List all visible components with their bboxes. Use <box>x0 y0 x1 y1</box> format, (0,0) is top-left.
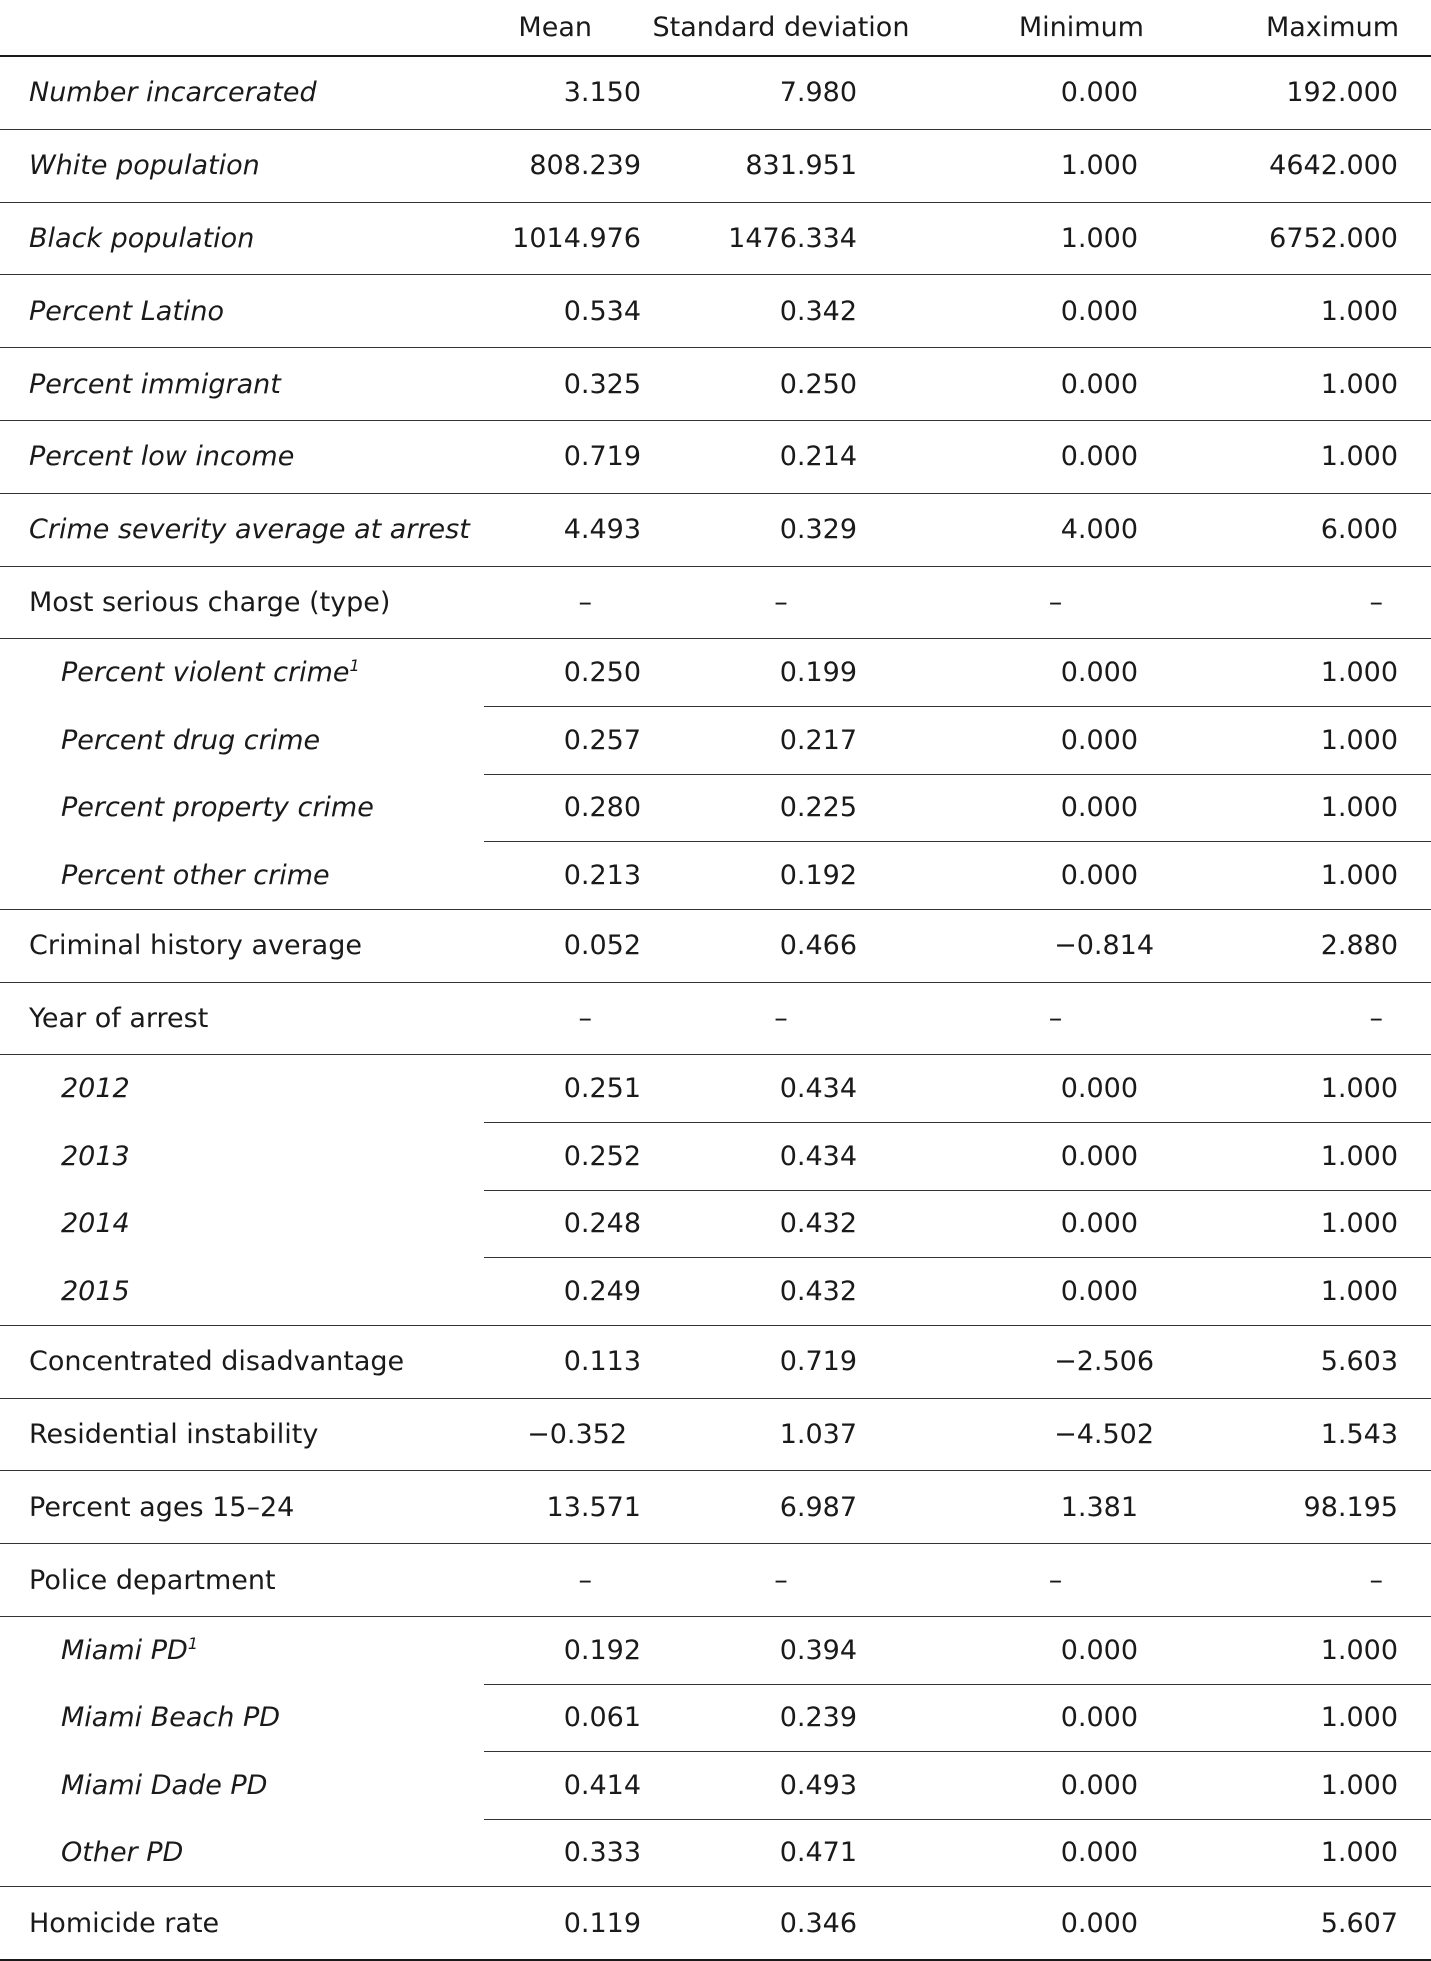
min-value: 0.000 <box>918 1258 1193 1326</box>
mean-value: 0.250 <box>484 639 644 707</box>
row-label: Residential instability <box>0 1398 484 1471</box>
max-value: 1.000 <box>1193 639 1431 707</box>
row-label: Concentrated disadvantage <box>0 1325 484 1398</box>
max-value: – <box>1193 982 1431 1055</box>
min-value: 0.000 <box>918 1819 1193 1887</box>
min-value: −0.814 <box>918 909 1193 982</box>
min-value: −2.506 <box>918 1325 1193 1398</box>
mean-value: 0.061 <box>484 1684 644 1752</box>
row-label: Crime severity average at arrest <box>0 493 484 566</box>
table-row <box>0 348 1431 421</box>
max-value: 1.000 <box>1193 348 1431 421</box>
min-value: 4.000 <box>918 493 1193 566</box>
row-label: Percent drug crime <box>61 724 321 756</box>
table-row <box>0 202 1431 275</box>
mean-value: 0.414 <box>484 1752 644 1820</box>
max-value: 6752.000 <box>1193 202 1431 275</box>
mean-value <box>484 1544 644 1617</box>
row-label: Homicide rate <box>0 1887 484 1960</box>
max-value: 4642.000 <box>1193 129 1431 202</box>
footnote-marker: 1 <box>187 1633 198 1653</box>
min-value: 0.000 <box>918 420 1193 493</box>
row-label: Percent ages 15–24 <box>0 1471 484 1544</box>
dash-mark: – <box>578 1002 592 1034</box>
min-value: 1.381 <box>918 1471 1193 1544</box>
min-value: 0.000 <box>918 1684 1193 1752</box>
sd-value: 1476.334 <box>644 202 918 275</box>
table-row <box>0 774 1431 842</box>
table-row <box>0 1616 1431 1684</box>
row-label <box>0 639 484 707</box>
row-label: Police department <box>0 1544 484 1617</box>
min-value: 0.000 <box>918 842 1193 910</box>
sd-value: 0.214 <box>644 420 918 493</box>
sd-value: 0.394 <box>644 1616 918 1684</box>
max-value: 1.000 <box>1193 1190 1431 1258</box>
header-max: Maximum <box>1193 0 1431 56</box>
dash-mark: – <box>578 586 592 618</box>
mean-value: 0.534 <box>484 275 644 348</box>
mean-value: 0.192 <box>484 1616 644 1684</box>
row-label: Miami Dade PD <box>61 1769 268 1801</box>
table-row <box>0 1471 1431 1544</box>
row-label: 2015 <box>0 1258 484 1326</box>
row-label-text: Miami PD <box>61 1634 188 1666</box>
section-header-row <box>0 566 1431 639</box>
mean-value: 0.248 <box>484 1190 644 1258</box>
min-value: −4.502 <box>918 1398 1193 1471</box>
header-min: Minimum <box>918 0 1193 56</box>
table-row <box>0 909 1431 982</box>
max-value: 6.000 <box>1193 493 1431 566</box>
table-row <box>0 420 1431 493</box>
max-value: 5.603 <box>1193 1325 1431 1398</box>
max-value: 1.543 <box>1193 1398 1431 1471</box>
mean-value <box>484 982 644 1055</box>
min-value: – <box>918 982 1193 1055</box>
max-value: 98.195 <box>1193 1471 1431 1544</box>
sd-value: 0.434 <box>644 1055 918 1123</box>
header-label <box>0 0 484 56</box>
mean-value: 0.113 <box>484 1325 644 1398</box>
row-label: Criminal history average <box>0 909 484 982</box>
row-label: Percent Latino <box>0 275 484 348</box>
row-label <box>0 1616 484 1684</box>
mean-value: 0.257 <box>484 706 644 774</box>
row-label: Other PD <box>0 1819 484 1887</box>
section-header-row <box>0 982 1431 1055</box>
min-value: 0.000 <box>918 1055 1193 1123</box>
max-value: 1.000 <box>1193 1684 1431 1752</box>
mean-value: −0.352 <box>484 1398 644 1471</box>
max-value: 1.000 <box>1193 774 1431 842</box>
sd-value: 831.951 <box>644 129 918 202</box>
table-row <box>0 129 1431 202</box>
max-value: 1.000 <box>1193 1055 1431 1123</box>
min-value: 0.000 <box>918 56 1193 129</box>
mean-value: 0.251 <box>484 1055 644 1123</box>
mean-value: 0.333 <box>484 1819 644 1887</box>
max-value: 1.000 <box>1193 420 1431 493</box>
row-label: Percent immigrant <box>0 348 484 421</box>
sd-value: 0.329 <box>644 493 918 566</box>
max-value: – <box>1193 1544 1431 1617</box>
table-row <box>0 842 1431 910</box>
table-row <box>0 1398 1431 1471</box>
mean-value: 4.493 <box>484 493 644 566</box>
table-row <box>0 1887 1431 1960</box>
mean-value: 1014.976 <box>484 202 644 275</box>
min-value: 0.000 <box>918 706 1193 774</box>
row-label: 2014 <box>61 1208 130 1240</box>
min-value: 0.000 <box>918 774 1193 842</box>
min-value: – <box>918 566 1193 639</box>
sd-value: 0.493 <box>644 1752 918 1820</box>
max-value: 2.880 <box>1193 909 1431 982</box>
table-row <box>0 1684 1431 1752</box>
max-value: 1.000 <box>1193 1819 1431 1887</box>
sd-value: – <box>644 982 918 1055</box>
min-value: – <box>918 1544 1193 1617</box>
mean-value <box>484 566 644 639</box>
min-value: 1.000 <box>918 202 1193 275</box>
max-value: 1.000 <box>1193 275 1431 348</box>
table-row <box>0 1752 1431 1820</box>
mean-value: 13.571 <box>484 1471 644 1544</box>
mean-value: 0.325 <box>484 348 644 421</box>
mean-value: 0.252 <box>484 1122 644 1190</box>
sd-value: 1.037 <box>644 1398 918 1471</box>
sd-value: 6.987 <box>644 1471 918 1544</box>
sd-value: 0.466 <box>644 909 918 982</box>
table-row <box>0 1055 1431 1123</box>
table-row <box>0 706 1431 774</box>
row-label: Year of arrest <box>0 982 484 1055</box>
table-row <box>0 493 1431 566</box>
mean-value: 0.249 <box>484 1258 644 1326</box>
sd-value: 0.250 <box>644 348 918 421</box>
mean-value: 3.150 <box>484 56 644 129</box>
row-label: White population <box>0 129 484 202</box>
max-value: 1.000 <box>1193 1752 1431 1820</box>
header-mean: Mean <box>484 0 644 56</box>
dash-mark: – <box>578 1564 592 1596</box>
min-value: 0.000 <box>918 275 1193 348</box>
header-sd: Standard deviation <box>644 0 918 56</box>
row-label: Miami Beach PD <box>61 1702 281 1734</box>
sd-value: 0.432 <box>644 1190 918 1258</box>
max-value: 192.000 <box>1193 56 1431 129</box>
mean-value: 0.280 <box>484 774 644 842</box>
max-value: 5.607 <box>1193 1887 1431 1960</box>
sd-value: 0.346 <box>644 1887 918 1960</box>
table-row <box>0 275 1431 348</box>
mean-value: 808.239 <box>484 129 644 202</box>
min-value: 0.000 <box>918 1887 1193 1960</box>
sd-value: 0.342 <box>644 275 918 348</box>
mean-value: 0.213 <box>484 842 644 910</box>
row-label: 2013 <box>61 1140 130 1172</box>
max-value: 1.000 <box>1193 1258 1431 1326</box>
mean-value: 0.719 <box>484 420 644 493</box>
table-row <box>0 1819 1431 1887</box>
footnote-marker: 1 <box>349 656 360 676</box>
max-value: 1.000 <box>1193 1122 1431 1190</box>
section-header-row <box>0 1544 1431 1617</box>
min-value: 0.000 <box>918 1122 1193 1190</box>
sd-value: 0.434 <box>644 1122 918 1190</box>
row-label: Number incarcerated <box>0 56 484 129</box>
min-value: 0.000 <box>918 1616 1193 1684</box>
row-label: Percent property crime <box>61 792 374 824</box>
max-value: 1.000 <box>1193 706 1431 774</box>
row-label: Black population <box>0 202 484 275</box>
sd-value: 0.239 <box>644 1684 918 1752</box>
min-value: 0.000 <box>918 348 1193 421</box>
sd-value: – <box>644 1544 918 1617</box>
min-value: 0.000 <box>918 1190 1193 1258</box>
table-row <box>0 1325 1431 1398</box>
sd-value: – <box>644 566 918 639</box>
sd-value: 0.471 <box>644 1819 918 1887</box>
max-value: – <box>1193 566 1431 639</box>
max-value: 1.000 <box>1193 842 1431 910</box>
table-row <box>0 56 1431 129</box>
max-value: 1.000 <box>1193 1616 1431 1684</box>
min-value: 0.000 <box>918 1752 1193 1820</box>
row-label: 2012 <box>61 1073 130 1105</box>
row-label: Most serious charge (type) <box>0 566 484 639</box>
table-row <box>0 1122 1431 1190</box>
sd-value: 7.980 <box>644 56 918 129</box>
mean-value: 0.052 <box>484 909 644 982</box>
header-row <box>0 0 1431 56</box>
sd-value: 0.217 <box>644 706 918 774</box>
row-label-text: Percent violent crime <box>61 657 350 689</box>
row-label: Percent low income <box>0 420 484 493</box>
table-row <box>0 639 1431 707</box>
sd-value: 0.432 <box>644 1258 918 1326</box>
sd-value: 0.225 <box>644 774 918 842</box>
row-label: Percent other crime <box>0 842 484 910</box>
table-row <box>0 1258 1431 1326</box>
min-value: 1.000 <box>918 129 1193 202</box>
sd-value: 0.719 <box>644 1325 918 1398</box>
mean-value: 0.119 <box>484 1887 644 1960</box>
sd-value: 0.192 <box>644 842 918 910</box>
min-value: 0.000 <box>918 639 1193 707</box>
table-row <box>0 1190 1431 1258</box>
sd-value: 0.199 <box>644 639 918 707</box>
